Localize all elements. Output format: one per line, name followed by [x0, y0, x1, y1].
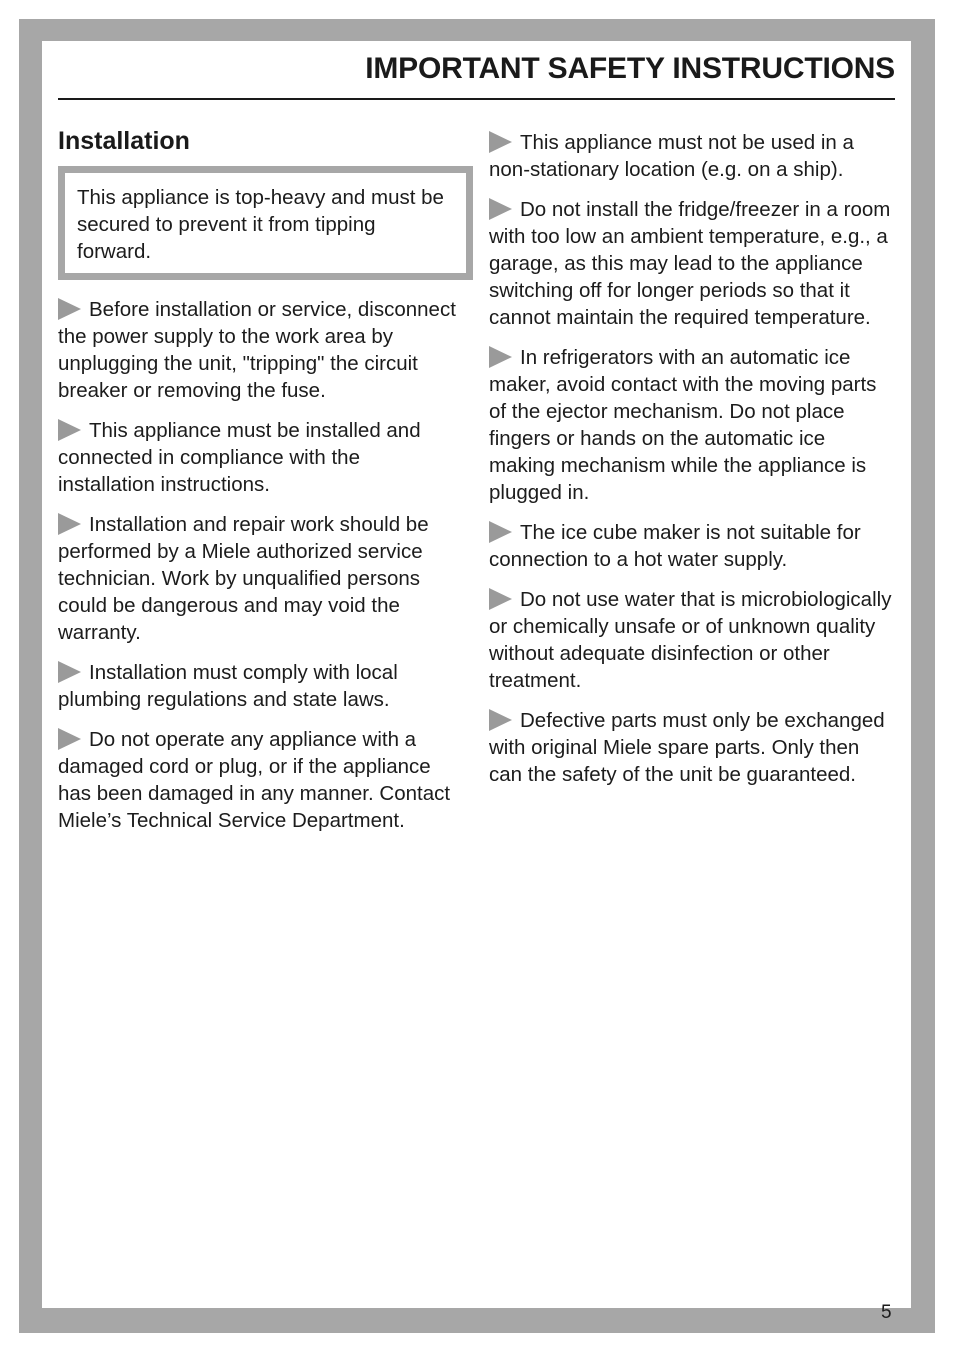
list-item-text: Do not operate any appliance with a damaged cord or plug, or if the appliance has been damaged in any manner. Contact Miele’s Technical Service Department.	[58, 728, 451, 832]
list-item-text: This appliance must be installed and connected in compliance with the installation instructions.	[58, 419, 421, 496]
list-item-text: This appliance must not be used in a non-stationary location (e.g. on a ship).	[489, 131, 854, 181]
list-item	[58, 726, 460, 834]
header-divider	[58, 98, 895, 100]
list-item-text: Do not use water that is microbiologically or chemically unsafe or of unknown quality without adequate disinfection or other treatment.	[489, 588, 892, 692]
triangle-bullet-icon	[58, 513, 81, 535]
left-column	[58, 124, 460, 847]
list-item	[58, 659, 460, 713]
list-item	[58, 511, 460, 646]
list-item	[489, 707, 896, 788]
list-item-text: The ice cube maker is not suitable for connection to a hot water supply.	[489, 521, 861, 571]
list-item-text: Defective parts must only be exchanged with original Miele spare parts. Only then can the safety of the unit be guaranteed.	[489, 709, 885, 786]
list-item	[489, 129, 896, 183]
triangle-bullet-icon	[58, 298, 81, 320]
list-item	[489, 344, 896, 506]
list-item-text: Before installation or service, disconnect the power supply to the work area by unplugging the unit, "tripping" the circuit breaker or removing the fuse.	[58, 298, 456, 402]
triangle-bullet-icon	[58, 728, 81, 750]
triangle-bullet-icon	[489, 198, 512, 220]
list-item	[489, 586, 896, 694]
page-title: IMPORTANT SAFETY INSTRUCTIONS	[365, 52, 895, 85]
triangle-bullet-icon	[489, 709, 512, 731]
warning-text: This appliance is top-heavy and must be secured to prevent it from tipping forward.	[77, 186, 444, 263]
triangle-bullet-icon	[489, 588, 512, 610]
list-item	[58, 417, 460, 498]
list-item-text: Installation and repair work should be performed by a Miele authorized service technician. Work by unqualified persons could be dangerous and may void the warranty.	[58, 513, 429, 644]
triangle-bullet-icon	[489, 346, 512, 368]
list-item-text: Do not install the fridge/freezer in a room with too low an ambient temperature, e.g., a garage, as this may lead to the appliance switching off for longer periods so that it cannot maintain the required temperature.	[489, 198, 891, 329]
triangle-bullet-icon	[58, 661, 81, 683]
triangle-bullet-icon	[58, 419, 81, 441]
right-column	[489, 129, 896, 801]
list-item-text: In refrigerators with an automatic ice maker, avoid contact with the moving parts of the ejector mechanism. Do not place fingers or hands on the automatic ice making mechanism while the appliance is plugged in.	[489, 346, 877, 504]
list-item	[58, 296, 460, 404]
list-item	[489, 196, 896, 331]
triangle-bullet-icon	[489, 131, 512, 153]
section-heading: Installation	[58, 127, 190, 155]
list-item	[489, 519, 896, 573]
triangle-bullet-icon	[489, 521, 512, 543]
warning-box	[58, 166, 473, 280]
list-item-text: Installation must comply with local plumbing regulations and state laws.	[58, 661, 398, 711]
page-number: 5	[881, 1302, 892, 1323]
